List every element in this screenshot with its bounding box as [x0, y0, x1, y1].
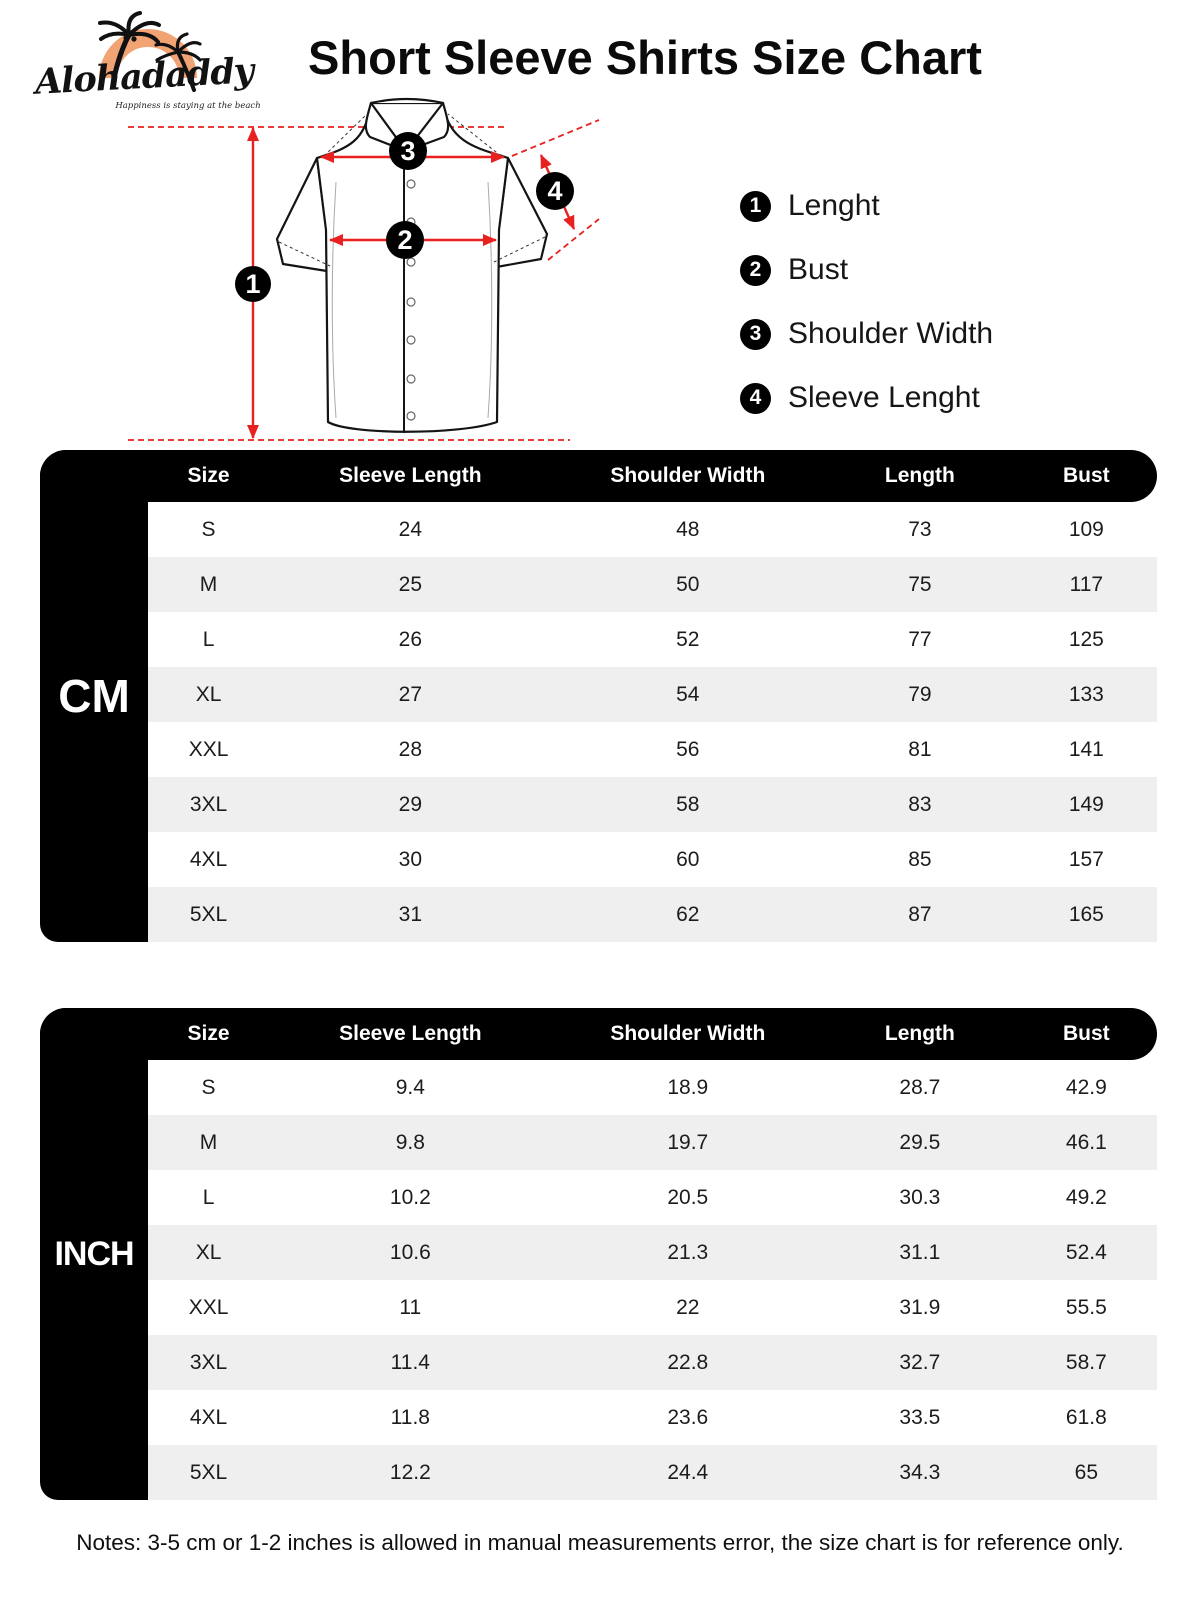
- table-cell: 61.8: [1065, 1405, 1107, 1429]
- table-cell: 10.2: [389, 1185, 431, 1209]
- table-cell: 31.1: [899, 1240, 941, 1264]
- marker-4: 4: [547, 176, 563, 206]
- table-cell: 77: [908, 627, 932, 651]
- table-cell: XXL: [188, 1295, 229, 1319]
- column-header: Length: [884, 464, 955, 487]
- table-cell: 149: [1068, 792, 1104, 816]
- legend-number-badge: 4: [740, 383, 771, 414]
- column-header: Bust: [1063, 1022, 1110, 1045]
- column-header: Shoulder Width: [610, 464, 766, 487]
- table-row: [148, 1225, 1157, 1280]
- table-cell: 141: [1068, 737, 1104, 761]
- table-cell: 117: [1069, 572, 1104, 596]
- table-cell: XL: [195, 682, 222, 706]
- table-row: [148, 1390, 1157, 1445]
- table-header: [40, 1008, 1157, 1060]
- table-cell: 79: [908, 682, 932, 706]
- table-row: [148, 722, 1157, 777]
- table-cell: 49.2: [1065, 1185, 1107, 1209]
- table-cell: 11.4: [390, 1350, 430, 1374]
- table-cell: 46.1: [1065, 1130, 1107, 1154]
- table-cell: 3XL: [189, 792, 228, 816]
- table-cell: 42.9: [1065, 1075, 1107, 1099]
- header-spacer: [40, 450, 148, 502]
- table-cell: 125: [1068, 627, 1104, 651]
- table-cell: 25: [398, 572, 423, 596]
- table-cell: 30.3: [899, 1185, 941, 1209]
- table-row: [148, 1445, 1157, 1500]
- table-row: [148, 1170, 1157, 1225]
- table-cell: 20.5: [667, 1185, 709, 1209]
- size-table-cm: [40, 450, 1157, 942]
- legend-label: Lenght: [788, 189, 880, 222]
- collar-band: [371, 99, 443, 103]
- table-cell: 22: [676, 1295, 700, 1319]
- table-cell: L: [202, 1185, 215, 1209]
- table-cell: 56: [676, 737, 700, 761]
- legend-item-length: [740, 189, 993, 223]
- table-cell: 5XL: [189, 1460, 228, 1484]
- table-body: [148, 1060, 1157, 1500]
- table-cell: 9.8: [395, 1130, 425, 1154]
- table-cell: 165: [1068, 902, 1104, 926]
- table-cell: 3XL: [189, 1350, 228, 1374]
- table-cell: 29.5: [899, 1130, 941, 1154]
- table-cell: 81: [908, 737, 932, 761]
- table-cell: 11.8: [390, 1405, 430, 1429]
- page-title: Short Sleeve Shirts Size Chart: [308, 31, 982, 84]
- column-header: Sleeve Length: [339, 464, 482, 487]
- table-cell: 18.9: [667, 1075, 709, 1099]
- table-cell: 85: [908, 847, 932, 871]
- brand-name: Alohadaddy: [33, 50, 255, 103]
- table-cell: 58.7: [1065, 1350, 1107, 1374]
- column-header: Bust: [1063, 464, 1110, 487]
- table-row: [148, 667, 1157, 722]
- legend-number-badge: 2: [740, 255, 771, 286]
- table-header-columns: [148, 450, 1157, 502]
- table-cell: 83: [908, 792, 932, 816]
- table-row: [148, 1335, 1157, 1390]
- column-header: Sleeve Length: [339, 1022, 482, 1045]
- table-row: [148, 502, 1157, 557]
- marker-1: 1: [245, 269, 261, 299]
- table-cell: 24: [398, 517, 423, 541]
- table-cell: M: [199, 1130, 218, 1154]
- unit-label-inch: INCH: [40, 1008, 148, 1500]
- column-header: Size: [187, 464, 230, 487]
- table-cell: 52.4: [1065, 1240, 1107, 1264]
- legend-item-bust: [740, 253, 993, 287]
- table-cell: XXL: [188, 737, 229, 761]
- table-cell: 55.5: [1065, 1295, 1107, 1319]
- table-cell: S: [201, 1075, 216, 1099]
- legend-number-badge: 3: [740, 319, 771, 350]
- table-row: [148, 832, 1157, 887]
- table-cell: 11: [399, 1295, 422, 1319]
- table-cell: 4XL: [189, 1405, 228, 1429]
- header-spacer: [40, 1008, 148, 1060]
- table-cell: 26: [398, 627, 423, 651]
- table-cell: 28: [398, 737, 423, 761]
- table-cell: 75: [908, 572, 932, 596]
- table-cell: 4XL: [189, 847, 228, 871]
- table-cell: 109: [1068, 517, 1104, 541]
- table-cell: 33.5: [899, 1405, 941, 1429]
- table-cell: 52: [676, 627, 700, 651]
- table-cell: 24.4: [667, 1460, 709, 1484]
- measurement-legend: [740, 189, 993, 415]
- table-cell: 31: [398, 902, 423, 926]
- table-cell: 23.6: [667, 1405, 709, 1429]
- table-cell: 58: [676, 792, 700, 816]
- table-cell: 27: [398, 682, 423, 706]
- table-cell: L: [202, 627, 215, 651]
- unit-label-cm: CM: [40, 450, 148, 942]
- brand-tagline: Happiness is staying at the beach: [115, 101, 261, 111]
- table-row: [148, 887, 1157, 942]
- table-cell: 22.8: [667, 1350, 709, 1374]
- table-cell: M: [199, 572, 218, 596]
- column-header: Shoulder Width: [610, 1022, 766, 1045]
- table-cell: 133: [1068, 682, 1104, 706]
- table-row: [148, 777, 1157, 832]
- table-cell: 21.3: [667, 1240, 709, 1264]
- table-cell: 48: [676, 517, 700, 541]
- table-row: [148, 612, 1157, 667]
- column-header: Length: [884, 1022, 955, 1045]
- table-cell: 29: [398, 792, 423, 816]
- table-cell: 87: [908, 902, 932, 926]
- legend-label: Bust: [788, 253, 849, 286]
- table-cell: 32.7: [899, 1350, 941, 1374]
- table-row: [148, 1280, 1157, 1335]
- table-cell: 9.4: [395, 1075, 425, 1099]
- table-cell: 28.7: [899, 1075, 941, 1099]
- legend-item-shoulder-width: [740, 317, 993, 351]
- column-header: Size: [187, 1022, 230, 1045]
- table-header: [40, 450, 1157, 502]
- table-body: [148, 502, 1157, 942]
- table-cell: 60: [676, 847, 700, 871]
- shirt-measurement-diagram: [120, 92, 600, 452]
- marker-3: 3: [400, 136, 416, 166]
- table-cell: 5XL: [189, 902, 228, 926]
- table-cell: 50: [676, 572, 700, 596]
- table-cell: 12.2: [389, 1460, 431, 1484]
- table-cell: S: [201, 517, 216, 541]
- table-row: [148, 1115, 1157, 1170]
- legend-item-sleeve-length: [740, 381, 993, 415]
- table-cell: 65: [1074, 1460, 1099, 1484]
- table-cell: 30: [398, 847, 423, 871]
- table-cell: 157: [1068, 847, 1104, 871]
- table-cell: 31.9: [899, 1295, 941, 1319]
- table-cell: 54: [676, 682, 700, 706]
- table-cell: 19.7: [667, 1130, 709, 1154]
- table-cell: XL: [195, 1240, 222, 1264]
- marker-2: 2: [397, 225, 413, 255]
- table-row: [148, 1060, 1157, 1115]
- table-cell: 73: [908, 517, 932, 541]
- table-header-columns: [148, 1008, 1157, 1060]
- legend-number-badge: 1: [740, 191, 771, 222]
- table-cell: 34.3: [899, 1460, 941, 1484]
- legend-label: Sleeve Lenght: [788, 381, 980, 414]
- size-table-inch: [40, 1008, 1157, 1500]
- table-cell: 10.6: [389, 1240, 431, 1264]
- table-row: [148, 557, 1157, 612]
- legend-label: Shoulder Width: [788, 317, 994, 350]
- table-cell: 62: [676, 902, 700, 926]
- notes-text: Notes: 3-5 cm or 1-2 inches is allowed in manual measurements error, the size chart is for reference only.: [76, 1530, 1124, 1555]
